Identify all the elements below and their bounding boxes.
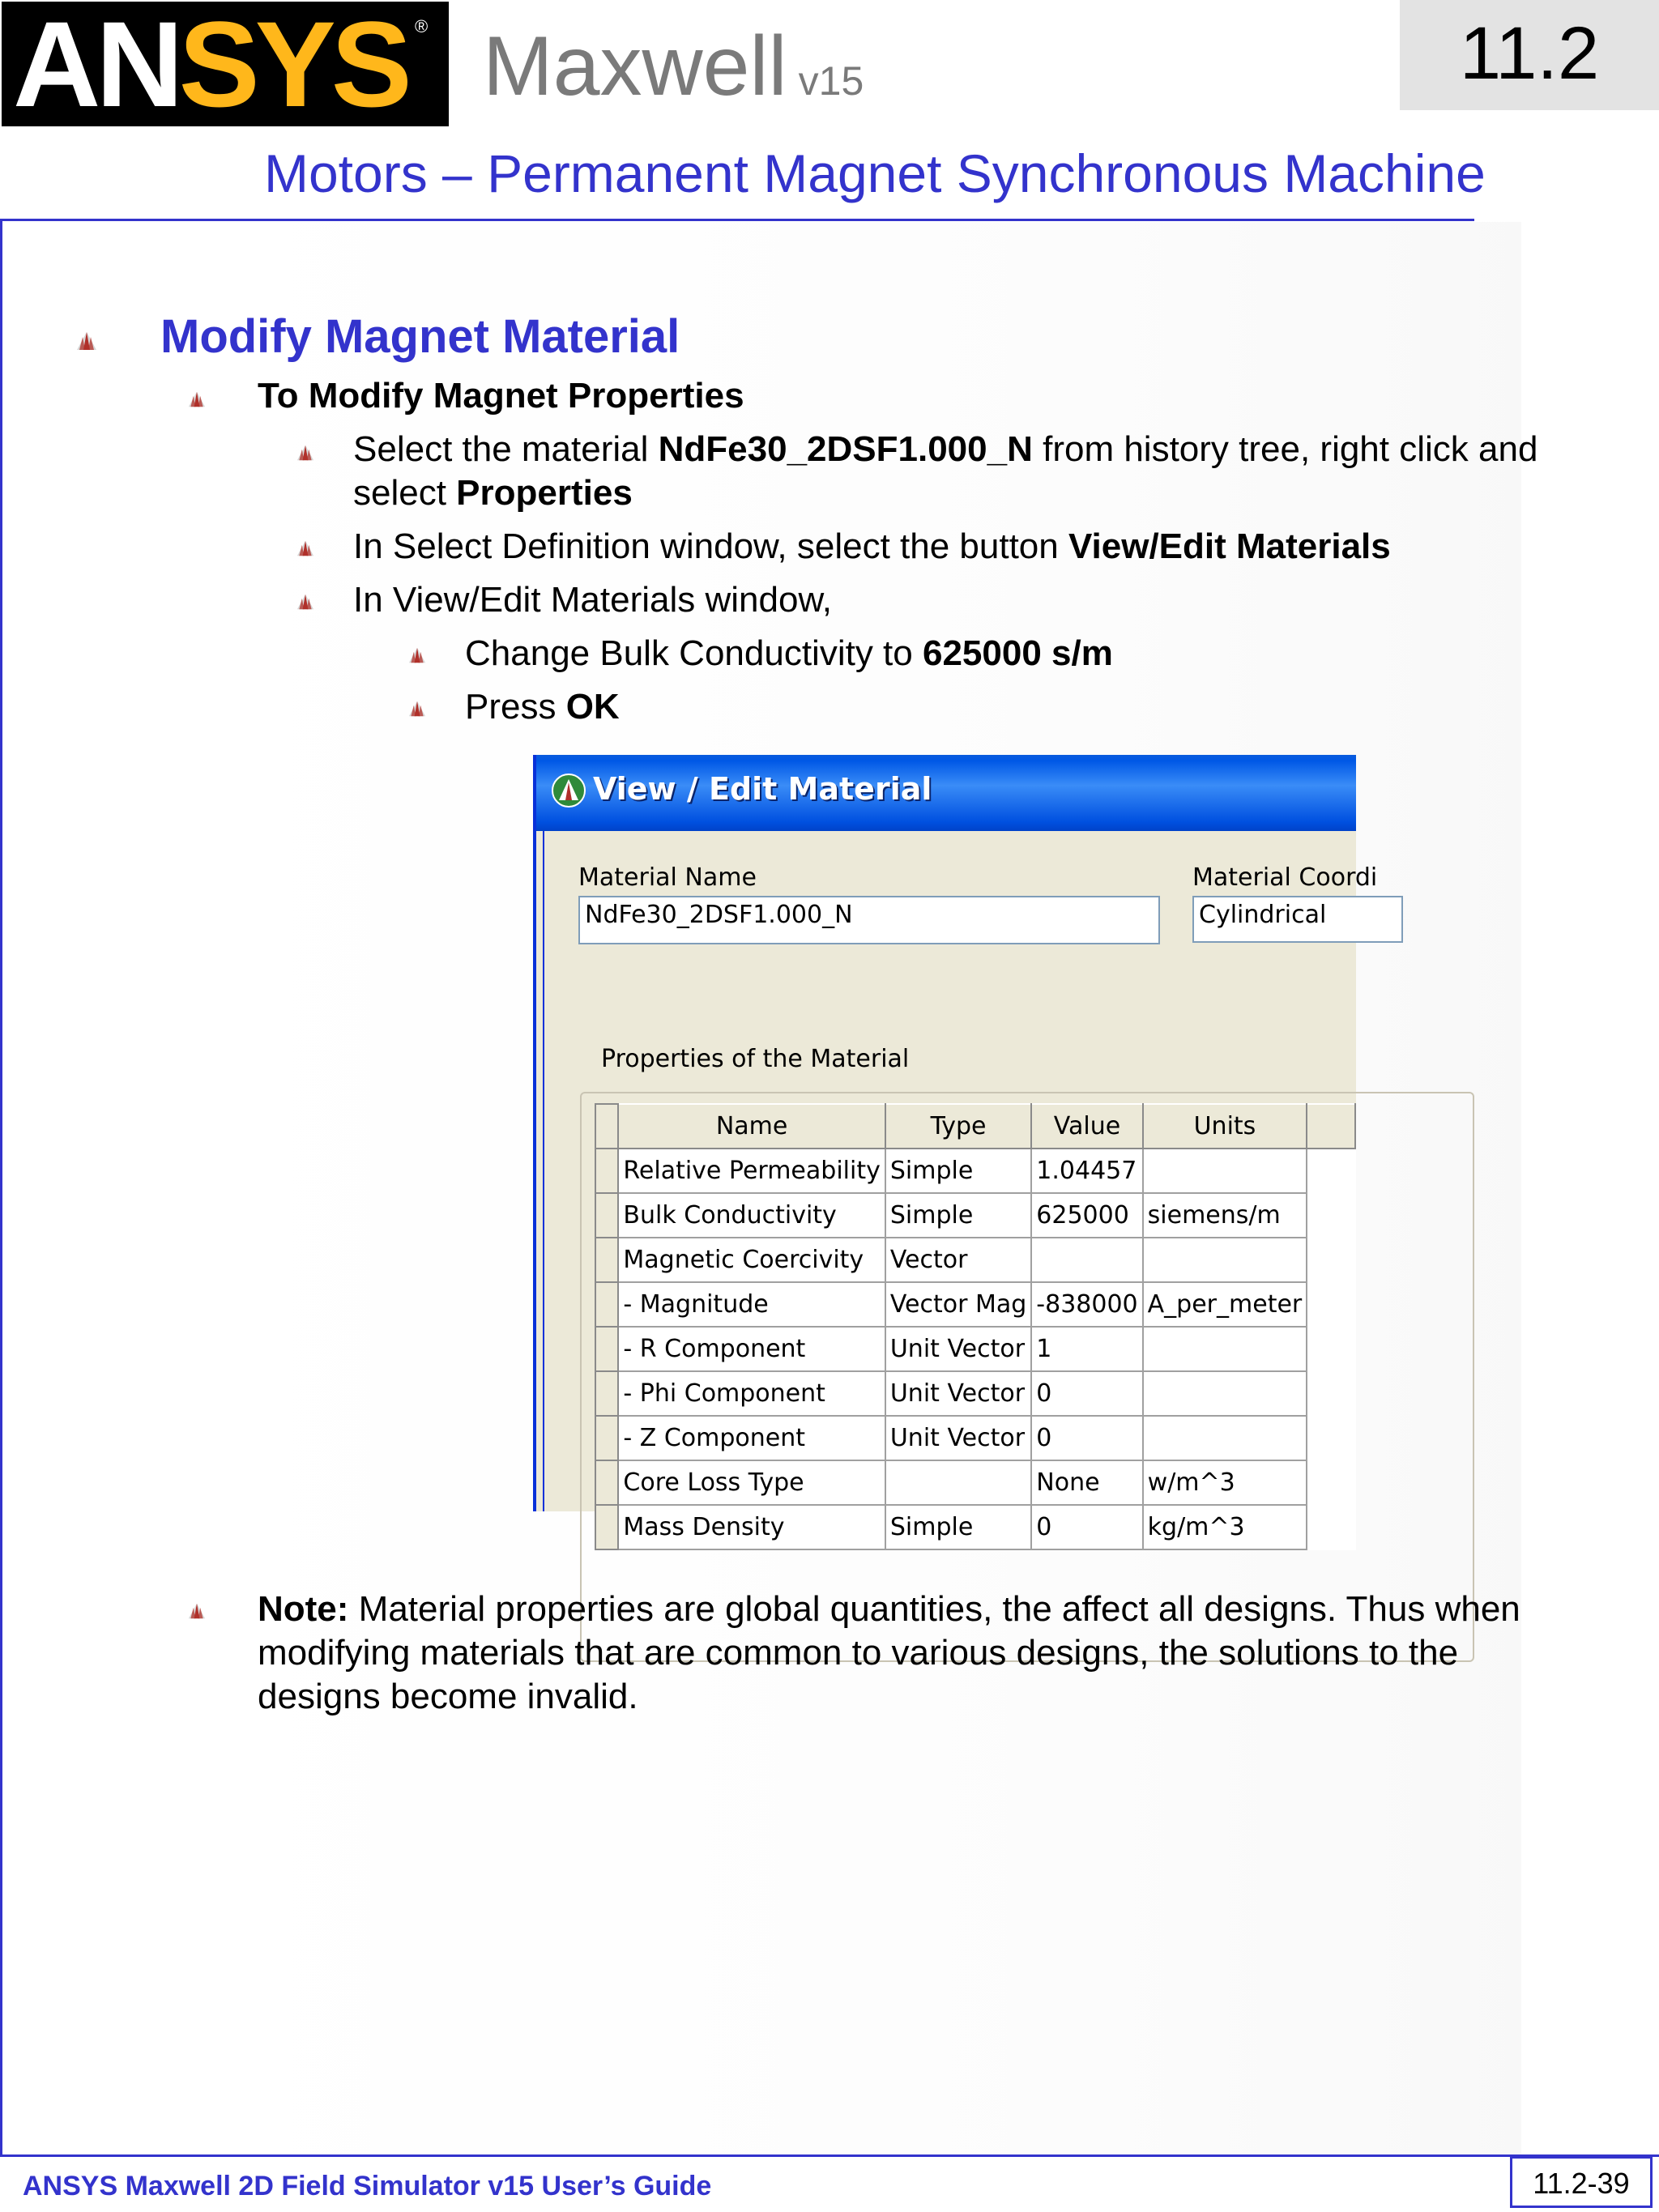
row-selector[interactable] [595,1282,618,1327]
note-line-1: Note: Material properties are global quantities, the affect all designs. Thus when [258,1589,1520,1629]
row-selector[interactable] [595,1149,618,1193]
column-header-name[interactable]: Name [618,1104,885,1149]
ansys-logo [2,0,449,132]
note-label: Note: [258,1589,349,1629]
note-line-3: designs become invalid. [258,1677,638,1716]
cell-type[interactable]: Vector Mag [885,1282,1031,1327]
bullet-icon [188,390,206,408]
cell-name: - R Component [618,1327,885,1371]
step-view-edit-button: In Select Definition window, select the button View/Edit Materials [353,526,1391,566]
bullet-icon [408,646,426,664]
row-selector[interactable] [595,1238,618,1282]
column-header-extra [1307,1104,1355,1149]
chapter-badge [1400,0,1659,110]
table-row[interactable] [595,1371,1355,1416]
table-row[interactable] [595,1282,1355,1327]
column-header-units[interactable]: Units [1143,1104,1307,1149]
note-line-2: modifying materials that are common to various designs, the solutions to the [258,1633,1459,1673]
cell-units[interactable] [1143,1416,1307,1460]
row-selector[interactable] [595,1416,618,1460]
cell-value[interactable]: 625000 [1031,1193,1142,1238]
cell-units[interactable] [1143,1327,1307,1371]
table-row[interactable] [595,1193,1355,1238]
chapter-number: 11.2 [1459,12,1600,95]
cell-type[interactable]: Vector [885,1238,1031,1282]
cell-value[interactable] [1031,1238,1142,1282]
table-row[interactable] [595,1505,1355,1549]
footer-divider [0,2154,1659,2157]
page-number: 11.2-39 [1533,2167,1630,2200]
cell-type[interactable]: Unit Vector [885,1416,1031,1460]
cell-units[interactable] [1143,1371,1307,1416]
cell-value[interactable]: 0 [1031,1416,1142,1460]
left-border [0,219,2,2156]
cell-type[interactable]: Unit Vector [885,1371,1031,1416]
row-selector[interactable] [595,1327,618,1371]
cell-name: Bulk Conductivity [618,1193,885,1238]
product-name: Maxwell v15 [483,19,864,113]
cell-name: Mass Density [618,1505,885,1549]
title-divider [0,219,1474,221]
bullet-icon [296,444,314,462]
heading-modify-magnet-material: Modify Magnet Material [160,310,680,363]
cell-type[interactable]: Simple [885,1149,1031,1193]
cell-name: - Magnitude [618,1282,885,1327]
material-name-input[interactable]: NdFe30_2DSF1.000_N [578,896,1160,944]
cell-type[interactable]: Unit Vector [885,1327,1031,1371]
bullet-icon [76,330,97,352]
cell-name: Core Loss Type [618,1460,885,1505]
product-version: v15 [798,58,864,104]
properties-table [595,1103,1356,1550]
maxwell-app-icon [551,773,586,808]
properties-group-label: Properties of the Material [596,1045,914,1073]
material-coordinate-label: Material Coordi [1192,863,1378,892]
dialog-titlebar[interactable] [536,755,1356,831]
view-edit-material-dialog [533,755,1378,1541]
cell-value[interactable]: -838000 [1031,1282,1142,1327]
cell-type[interactable]: Simple [885,1193,1031,1238]
subheading-modify-properties: To Modify Magnet Properties [258,376,744,416]
bullet-icon [188,1602,206,1620]
column-header-type[interactable]: Type [885,1104,1031,1149]
substep-press-ok: Press OK [465,687,620,727]
column-header-value[interactable]: Value [1031,1104,1142,1149]
substep-change-conductivity: Change Bulk Conductivity to 625000 s/m [465,633,1113,673]
material-name-label: Material Name [578,863,757,892]
cell-value[interactable]: 1.04457 [1031,1149,1142,1193]
cell-value[interactable]: 0 [1031,1505,1142,1549]
bullet-icon [296,593,314,611]
step-view-edit-window: In View/Edit Materials window, [353,580,833,620]
table-row[interactable] [595,1238,1355,1282]
dialog-body [543,831,1378,1541]
cell-units[interactable] [1143,1149,1307,1193]
table-header-row [595,1104,1355,1149]
step-select-properties: select Properties [353,473,633,513]
cell-units[interactable] [1143,1238,1307,1282]
cell-name: - Z Component [618,1416,885,1460]
cell-type[interactable]: Simple [885,1505,1031,1549]
row-selector[interactable] [595,1371,618,1416]
registered-mark: ® [415,16,429,36]
dialog-title: View / Edit Material [593,771,932,807]
logo-wordmark: ANSYS [13,0,407,132]
cell-value[interactable]: 0 [1031,1371,1142,1416]
cell-name: Relative Permeability [618,1149,885,1193]
cell-name: Magnetic Coercivity [618,1238,885,1282]
cell-units[interactable]: w/m^3 [1143,1460,1307,1505]
page-number-box [1510,2156,1653,2208]
row-selector[interactable] [595,1193,618,1238]
cell-type[interactable] [885,1460,1031,1505]
cell-value[interactable]: 1 [1031,1327,1142,1371]
material-coordinate-select[interactable]: Cylindrical [1192,896,1403,943]
footer-guide-title: ANSYS Maxwell 2D Field Simulator v15 User’s Guide [23,2171,712,2201]
cell-units[interactable]: siemens/m [1143,1193,1307,1238]
bullet-icon [296,539,314,557]
table-row[interactable] [595,1416,1355,1460]
corner-cell [595,1104,618,1149]
step-select-material: Select the material NdFe30_2DSF1.000_N from history tree, right click and [353,429,1538,469]
row-selector[interactable] [595,1460,618,1505]
table-row[interactable] [595,1327,1355,1371]
cell-value[interactable]: None [1031,1460,1142,1505]
cell-units[interactable]: kg/m^3 [1143,1505,1307,1549]
section-title: Motors – Permanent Magnet Synchronous Machine [264,143,1486,203]
bullet-icon [408,700,426,718]
table-row[interactable] [595,1460,1355,1505]
cell-name: - Phi Component [618,1371,885,1416]
cell-units[interactable]: A_per_meter [1143,1282,1307,1327]
row-selector[interactable] [595,1505,618,1549]
table-row[interactable] [595,1149,1355,1193]
